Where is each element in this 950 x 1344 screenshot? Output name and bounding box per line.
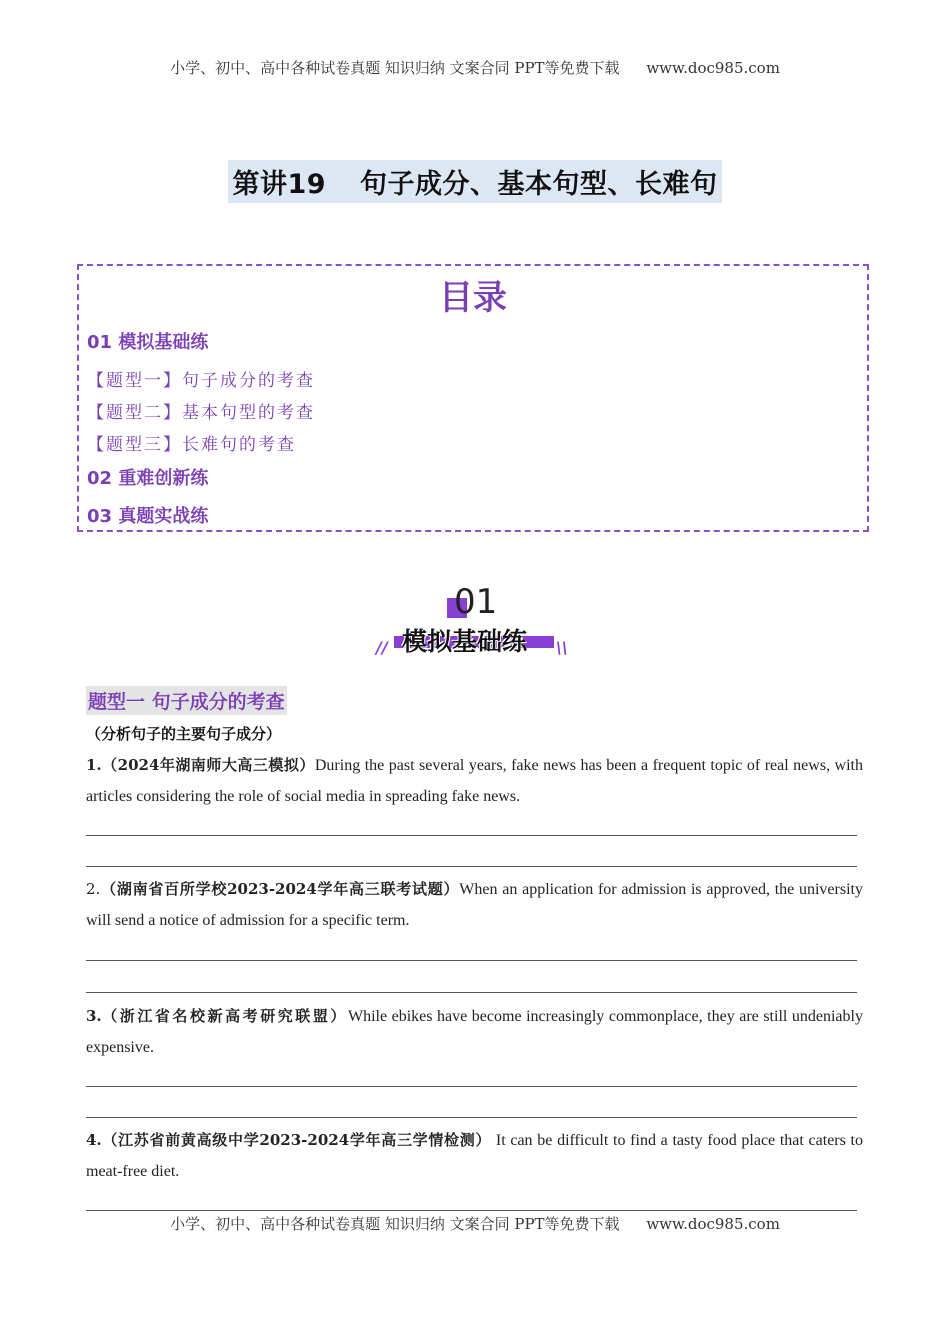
question-text: When an application for admission is approved, the university will send a notice of admission for a specific term. [86, 881, 863, 929]
answer-line[interactable] [86, 1210, 857, 1211]
question-source: （浙江省名校新高考研究联盟） [101, 1007, 348, 1025]
question-number: 3. [86, 1007, 102, 1025]
question-1 [86, 750, 863, 812]
question-4 [86, 1125, 863, 1187]
toc-item-03[interactable]: 03 真题实战练 [87, 506, 209, 527]
toc-heading: 目录 [439, 278, 507, 318]
table-of-contents [77, 264, 869, 532]
answer-line[interactable] [86, 1117, 857, 1118]
page-title-wrap [0, 160, 950, 203]
section-instruction: （分析句子的主要句子成分） [86, 725, 282, 743]
page-header [0, 57, 950, 78]
toc-item-type2[interactable]: 【题型二】基本句型的考查 [87, 403, 315, 423]
question-2 [86, 874, 863, 936]
header-text: 小学、初中、高中各种试卷真题 知识归纳 文案合同 PPT等免费下载 [170, 59, 620, 77]
question-number: 2. [86, 880, 101, 898]
page-footer [0, 1213, 950, 1234]
page-title [228, 160, 721, 203]
question-source: （2024年湖南师大高三模拟） [101, 756, 315, 774]
lecture-number: 第讲19 [232, 169, 327, 200]
badge-left-slash: // [376, 638, 388, 657]
question-number: 4. [86, 1131, 102, 1149]
lecture-topic: 句子成分、基本句型、长难句 [360, 169, 718, 200]
question-text: It can be difficult to find a tasty food place that caters to meat-free diet. [86, 1132, 863, 1180]
question-source: （江苏省前黄高级中学2023-2024学年高三学情检测） [101, 1131, 492, 1149]
answer-line[interactable] [86, 866, 857, 867]
toc-item-01[interactable]: 01 模拟基础练 [87, 332, 209, 353]
question-number: 1. [86, 756, 102, 774]
question-text: During the past several years, fake news has been a frequent topic of real news, with articles considering the role of social media in spreading fake news. [86, 757, 864, 805]
badge-number: 01 [454, 582, 498, 622]
badge-right-slash: \\ [556, 638, 568, 657]
toc-item-type1[interactable]: 【题型一】句子成分的考查 [87, 371, 315, 391]
header-url[interactable]: www.doc985.com [646, 59, 780, 77]
section-badge [372, 580, 572, 660]
answer-line[interactable] [86, 960, 857, 961]
question-3 [86, 1001, 863, 1063]
toc-item-02[interactable]: 02 重难创新练 [87, 468, 209, 489]
toc-item-type3[interactable]: 【题型三】长难句的考查 [87, 435, 296, 455]
section-heading: 题型一 句子成分的考查 [86, 686, 287, 715]
badge-label: 模拟基础练 [402, 627, 528, 656]
answer-line[interactable] [86, 835, 857, 836]
question-text: While ebikes have become increasingly commonplace, they are still undeniably expensive. [86, 1008, 863, 1056]
footer-url[interactable]: www.doc985.com [646, 1215, 780, 1233]
footer-text: 小学、初中、高中各种试卷真题 知识归纳 文案合同 PPT等免费下载 [170, 1215, 620, 1233]
answer-line[interactable] [86, 992, 857, 993]
answer-line[interactable] [86, 1086, 857, 1087]
question-source: （湖南省百所学校2023-2024学年高三联考试题） [100, 880, 460, 898]
